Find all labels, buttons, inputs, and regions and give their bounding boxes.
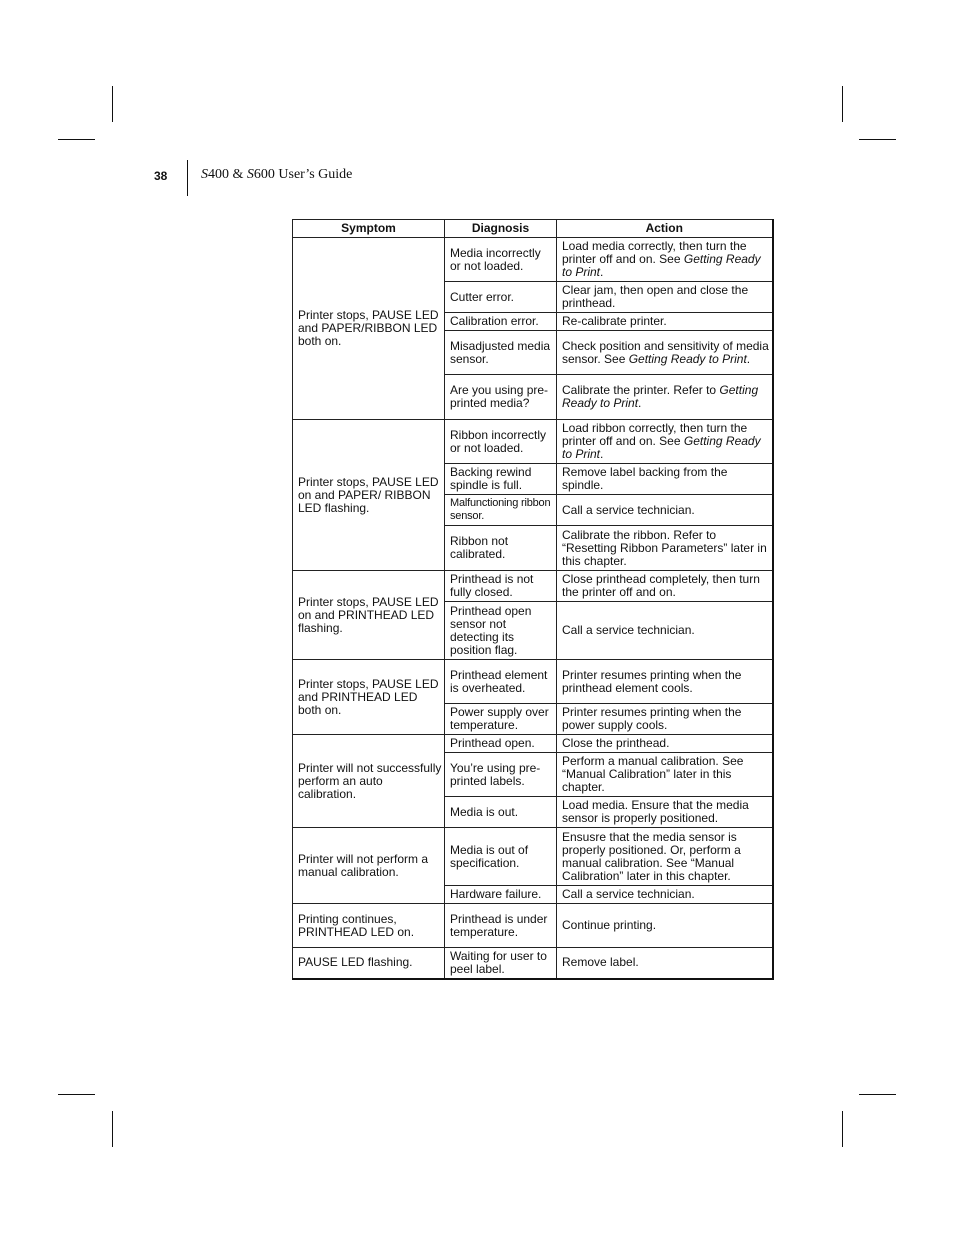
action-cell: Calibrate the printer. Refer to Getting Ready to Print. — [557, 375, 773, 420]
cross-reference: Getting Ready to Print — [562, 252, 761, 279]
action-cell: Call a service technician. — [557, 602, 773, 660]
action-cell: Load media correctly, then turn the printer off and on. See Getting Ready to Print. — [557, 238, 773, 282]
diagnosis-cell: Waiting for user to peel label. — [445, 948, 557, 979]
action-cell: Load media. Ensure that the media sensor is properly positioned. — [557, 797, 773, 828]
diagnosis-cell: Power supply over temperature. — [445, 704, 557, 735]
crop-mark — [58, 1094, 95, 1095]
symptom-cell: Printer stops, PAUSE LED on and PRINTHEAD LED flashing. — [293, 571, 445, 660]
diagnosis-cell: Printhead open sensor not detecting its position flag. — [445, 602, 557, 660]
action-cell: Check position and sensitivity of media sensor. See Getting Ready to Print. — [557, 331, 773, 375]
symptom-cell: Printer will not successfully perform an auto calibration. — [293, 735, 445, 828]
diagnosis-cell: You’re using pre-printed labels. — [445, 753, 557, 797]
action-cell: Continue printing. — [557, 904, 773, 948]
symptom-cell: Printer stops, PAUSE LED and PRINTHEAD LED both on. — [293, 660, 445, 735]
action-cell: Close printhead completely, then turn the printer off and on. — [557, 571, 773, 602]
header-divider — [187, 160, 188, 196]
diagnosis-cell: Printhead open. — [445, 735, 557, 753]
column-header-symptom: Symptom — [293, 220, 445, 238]
diagnosis-cell: Printhead is not fully closed. — [445, 571, 557, 602]
diagnosis-cell: Media is out. — [445, 797, 557, 828]
table-row — [293, 948, 773, 979]
action-cell: Calibrate the ribbon. Refer to “Resetting Ribbon Parameters” later in this chapter. — [557, 526, 773, 571]
crop-mark — [58, 139, 95, 140]
table-body — [293, 238, 773, 979]
crop-mark — [859, 139, 896, 140]
diagnosis-cell: Ribbon not calibrated. — [445, 526, 557, 571]
action-cell: Close the printhead. — [557, 735, 773, 753]
symptom-cell: Printer stops, PAUSE LED on and PAPER/ RIBBON LED flashing. — [293, 420, 445, 571]
table-row — [293, 828, 773, 886]
action-cell: Ensusre that the media sensor is properly positioned. Or, perform a manual calibration. See “Manual Calibration” later in this chapter. — [557, 828, 773, 886]
crop-mark — [842, 1111, 843, 1147]
cross-reference: Getting Ready to Print — [628, 351, 747, 366]
table-row — [293, 420, 773, 464]
action-cell: Call a service technician. — [557, 886, 773, 904]
running-header: S400 & S600 User’s Guide — [201, 167, 353, 182]
page-number: 38 — [154, 169, 168, 183]
crop-mark — [112, 86, 113, 122]
table-row — [293, 660, 773, 704]
symptom-cell: Printing continues, PRINTHEAD LED on. — [293, 904, 445, 948]
diagnosis-cell: Cutter error. — [445, 282, 557, 313]
symptom-cell: Printer will not perform a manual calibration. — [293, 828, 445, 904]
diagnosis-cell: Media is out of specification. — [445, 828, 557, 886]
action-cell: Clear jam, then open and close the printhead. — [557, 282, 773, 313]
action-cell: Printer resumes printing when the printhead element cools. — [557, 660, 773, 704]
table-header-row — [293, 220, 773, 238]
symptom-cell: PAUSE LED flashing. — [293, 948, 445, 979]
cross-reference: Getting Ready to Print — [562, 434, 761, 461]
crop-mark — [112, 1111, 113, 1147]
column-header-diagnosis: Diagnosis — [445, 220, 557, 238]
table-row — [293, 904, 773, 948]
action-cell: Load ribbon correctly, then turn the printer off and on. See Getting Ready to Print. — [557, 420, 773, 464]
diagnosis-cell: Are you using pre-printed media? — [445, 375, 557, 420]
diagnosis-cell: Backing rewind spindle is full. — [445, 464, 557, 495]
diagnosis-cell: Hardware failure. — [445, 886, 557, 904]
crop-mark — [842, 86, 843, 122]
diagnosis-cell: Malfunctioning ribbon sensor. — [445, 495, 557, 526]
crop-mark — [859, 1094, 896, 1095]
action-cell: Perform a manual calibration. See “Manual Calibration” later in this chapter. — [557, 753, 773, 797]
cross-reference: Getting Ready to Print — [562, 383, 759, 410]
diagnosis-cell: Calibration error. — [445, 313, 557, 331]
troubleshooting-table — [292, 219, 774, 980]
action-cell: Re-calibrate printer. — [557, 313, 773, 331]
table-row — [293, 238, 773, 282]
diagnosis-cell: Ribbon incorrectly or not loaded. — [445, 420, 557, 464]
diagnosis-cell: Printhead element is overheated. — [445, 660, 557, 704]
diagnosis-cell: Misadjusted media sensor. — [445, 331, 557, 375]
table-row — [293, 571, 773, 602]
action-cell: Remove label backing from the spindle. — [557, 464, 773, 495]
column-header-action: Action — [557, 220, 773, 238]
diagnosis-cell: Media incorrectly or not loaded. — [445, 238, 557, 282]
action-cell: Call a service technician. — [557, 495, 773, 526]
action-cell: Remove label. — [557, 948, 773, 979]
table-row — [293, 735, 773, 753]
action-cell: Printer resumes printing when the power supply cools. — [557, 704, 773, 735]
diagnosis-cell: Printhead is under temperature. — [445, 904, 557, 948]
symptom-cell: Printer stops, PAUSE LED and PAPER/RIBBON LED both on. — [293, 238, 445, 420]
